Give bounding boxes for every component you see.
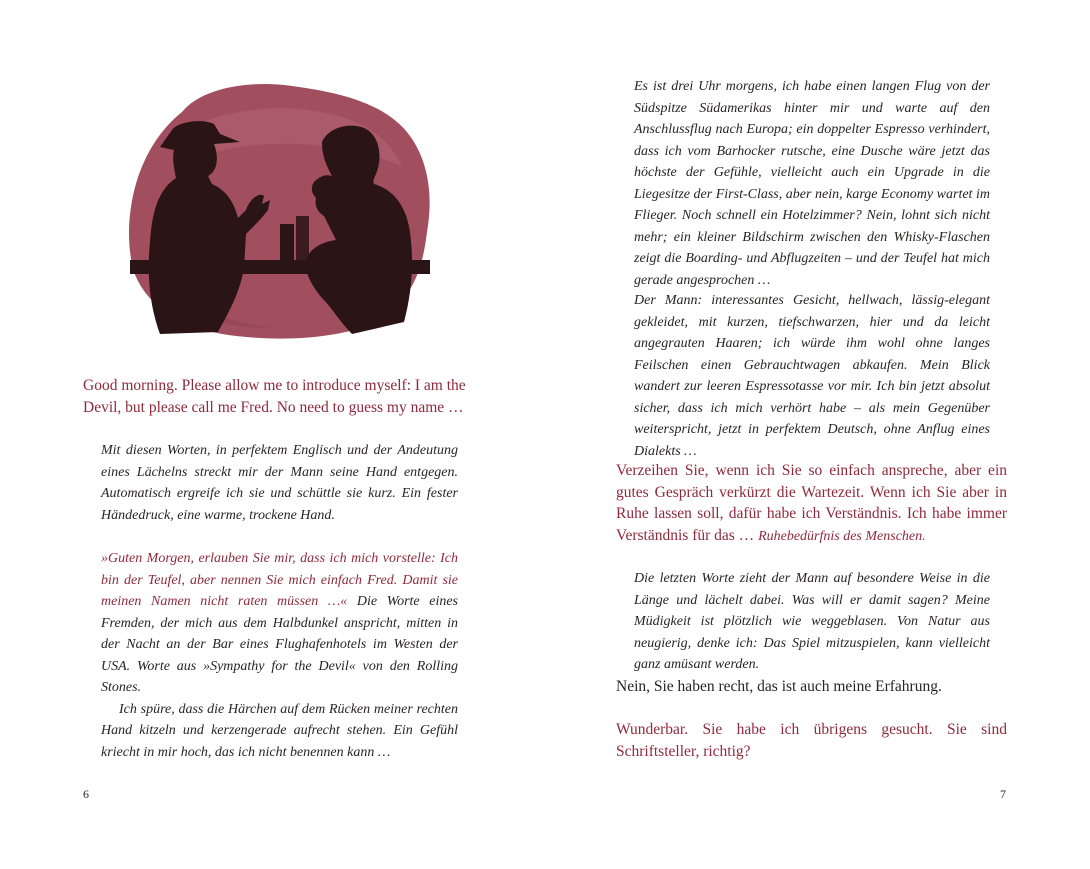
devil-dialogue-italic: Ruhebedürfnis des Menschen. [758,528,926,544]
right-page [545,0,1090,869]
narration-paragraph: Mit diesen Worten, in perfektem Englisch und der Andeutung eines Lächelns streckt mir der Mann seine Hand entgegen. Automatisch ergreife ich sie und schüttle sie kurz. Ein fester Händedruck, eine warme, trockene Hand. [101,443,458,523]
devil-greeting-english: Good morning. Please allow me to introduce myself: I am the Devil, but please call me Fred. No need to guess my name … [83,377,466,416]
devil-dialogue-text: Verzeihen Sie, wenn ich Sie so einfach anspreche, aber ein gutes Gespräch verkürzt die Wartezeit. Wenn ich Sie aber in Ruhe lassen soll, dafür habe ich Verständnis. Ich habe immer Verständnis für das … [616,462,1007,544]
glass [280,224,294,260]
narration-text: Die Worte eines Fremden, der mich aus dem Halbdunkel anspricht, mitten in der Nacht an der Bar eines Flughafenhotels im Westen der USA. Worte aus »Sympathy for the Devil« von den Rolling Stones. [101,594,458,695]
narration-paragraph: Die letzten Worte zieht der Mann auf besondere Weise in die Länge und lächelt dabei. Was will er damit sagen? Meine Müdigkeit ist plötzlich wie weggeblasen. Von Natur aus neugierig, denke ich: Das Spiel mitzuspielen, kann vielleicht ganz amüsant werden. [634,571,990,672]
narration-paragraph-indented: Ich spüre, dass die Härchen auf dem Rücken meiner rechten Hand kitzeln und kerzengerade aufrecht stehen. Ein Gefühl kriecht in mir hoch, das ich nicht benennen kann … [101,701,458,760]
devil-dialogue [616,460,1007,547]
narrator-dialogue: Nein, Sie haben recht, das ist auch meine Erfahrung. [616,678,942,695]
narration-paragraph [101,548,458,763]
page-number: 7 [1000,787,1006,801]
narration-paragraph: Es ist drei Uhr morgens, ich habe einen langen Flug von der Südspitze Südamerikas hinter mir und warte auf den Anschlussflug nach Europa; ein doppelter Espresso verhindert, dass ich vom Barhocker rutsche, eine Dusche wäre jetzt das höchste der Gefühle, vielleicht auch ein Upgrade in die Liegesitze der First-Class, aber nein, karge Economy wartet im Flieger. Noch schnell ein Hotelzimmer? Nein, lohnt sich nicht mehr; ein kleiner Bildschirm zwischen den Whisky-Flaschen zeigt die Boarding- und Abflugzeiten – und der Teufel hat mich gerade angesprochen … [634,79,990,288]
devil-quote-german: »Guten Morgen, erlauben Sie mir, dass ich mich vorstelle: Ich bin der Teufel, aber nennen Sie mich einfach Fred. Damit sie meinen Namen nicht raten müssen …« [101,551,458,609]
bar-scene-illustration [122,72,442,344]
page-number: 6 [83,787,89,801]
glass [296,216,309,260]
narration-paragraph: Der Mann: interessantes Gesicht, hellwach, lässig-elegant gekleidet, mit kurzen, tiefschwarzen, hier und da leicht angegrauten Haaren; ich würde ihm wohl ohne langes Feilschen einen Gebrauchtwagen abkaufen. Mein Blick wandert zur leeren Espressotasse vor mir. Ich bin jetzt absolut sicher, dass ich mich verhört habe – als mein Gegenüber weiterspricht, jetzt in perfektem Deutsch, ohne Anflug eines Dialekts … [634,293,990,459]
devil-dialogue: Wunderbar. Sie habe ich übrigens gesucht. Sie sind Schriftsteller, richtig? [616,721,1007,760]
